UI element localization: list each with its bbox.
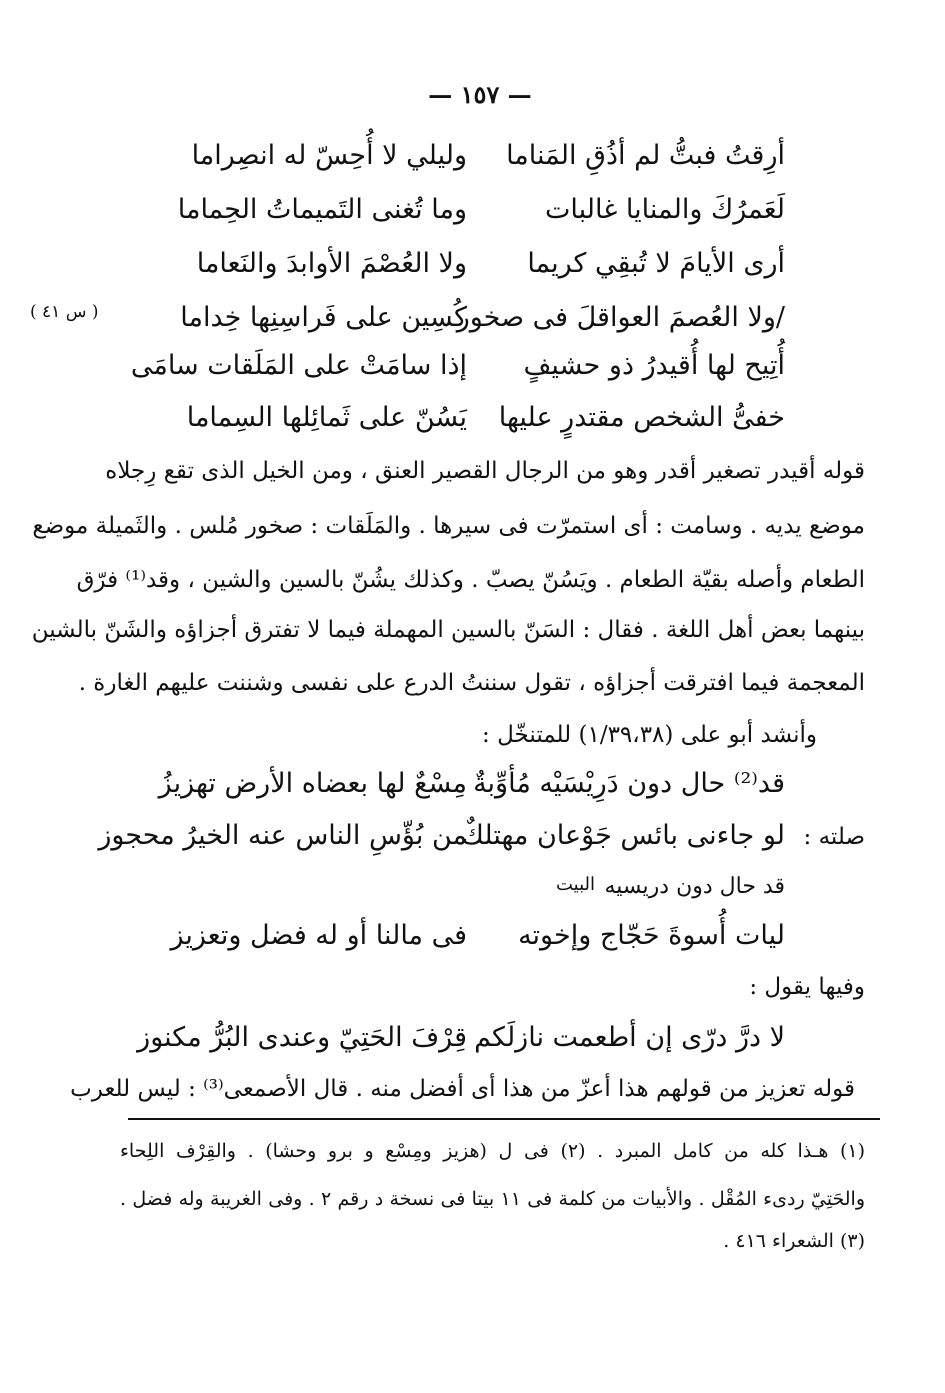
page-number: — ١٥٧ — (428, 80, 532, 109)
verse-second-hemistich: إذا سامَتْ على المَلَقات سامَى (130, 350, 467, 381)
refrain-tag: البيت (555, 874, 595, 895)
prose-line: بينهما بعض أهل اللغة . فقال : السَنّ بالسين المهملة فيما لا تفترق أجزاؤه والشَنّ بالشين (31, 617, 865, 643)
verse-second-hemistich: وما تُغنى التَميماتُ الحِماما (177, 194, 467, 225)
verse-first-hemistich: لو جاءنى بائس جَوْعان مهتلكٌ (461, 820, 785, 851)
verse-second-hemistich: مِسْعٌ لها بعضاه الأرض تهزيزُ (158, 768, 467, 799)
verse-second-hemistich: ولا العُصْمَ الأوابدَ والنَعاما (196, 248, 467, 279)
prose-line: قوله تعزيز من قولهم هذا أعزّ من هذا أى أفضل منه . قال الأصمعى⁽³⁾ : ليس للعرب (70, 1076, 855, 1102)
verse-first-hemistich: لا درَّ درّى إن أطعمت نازلَكم (474, 1022, 785, 1053)
margin-reference: ( س ٤١ ) (30, 302, 99, 322)
verse-first-hemistich: خفىُّ الشخص مقتدرٍ عليها (498, 402, 785, 433)
prose-line: موضع يديه . وسامت : أى استمرّت فى سيرها . والمَلَقات : صخور مُلس . والثَميلة موضع (32, 513, 865, 539)
citation-intro: وأنشد أبو على (١/٣٩،٣٨) للمتنخّل : (482, 722, 817, 748)
verse-first-hemistich: ليات أُسوةَ حَجّاج وإخوته (518, 920, 785, 951)
footnote-line: (١) هـذا كله من كامل المبرد . (٢) فى ل (هزيز ومِسْع و برو وحشا) . والقِرْف اللِحاء (120, 1140, 865, 1162)
verse-first-hemistich: قد⁽²⁾ حال دون دَرِيْسَيْه مُأوِّبةٌ (473, 768, 785, 799)
prose-line: الطعام وأصله بقيّة الطعام . ويَسُنّ يصبّ . وكذلك يشُنّ بالسين والشين ، وقد⁽¹⁾ فرّق (76, 567, 865, 593)
verse-second-hemistich: يَسُنّ على ثَمائِلها السِماما (186, 402, 467, 433)
prose-line: المعجمة فيما افترقت أجزاؤه ، تقول سننتُ الدرع على نفسى وشننت عليهم الغارة . (78, 670, 865, 696)
verse-second-hemistich: فى مالنا أو له فضل وتعزيز (170, 920, 467, 951)
verse-second-hemistich: كُسِين على فَراسِنِها خِداما (180, 302, 467, 333)
verse-first-hemistich: أرِقتُ فبتُّ لم أذُقِ المَناما (506, 140, 785, 171)
verse-second-hemistich: قِرْفَ الحَتِيّ وعندى البُرُّ مكنوز (137, 1022, 467, 1053)
wafiha-label: وفيها يقول : (749, 974, 865, 1000)
verse-first-hemistich: أرى الأيامَ لا تُبقِي كريما (527, 248, 785, 279)
prose-line: قوله أقيدر تصغير أقدر وهو من الرجال القصير العنق ، ومن الخيل الذى تقع رِجلاه (105, 458, 865, 484)
footnote-line: (٣) الشعراء ٤١٦ . (723, 1230, 865, 1252)
verse-first-hemistich: /ولا العُصمَ العواقلَ فى صخور (456, 302, 785, 333)
verse-first-hemistich: لَعَمرُكَ والمنايا غالبات (544, 194, 785, 225)
footnote-divider (128, 1118, 880, 1120)
refrain-line: قد حال دون دريسيه (604, 874, 785, 899)
verse-second-hemistich: من بُؤّسِ الناس عنه الخيرُ محجوز (98, 820, 467, 851)
footnote-line: والحَتِيّ ردىء المُقْل . والأبيات من كلمة فى ١١ بيتا فى نسخة د رقم ٢ . وفى الغريبة وله فضل . (120, 1188, 866, 1210)
sila-label: صلته : (803, 824, 865, 850)
verse-first-hemistich: أُتِيح لها أُقيدرُ ذو حشيفٍ (523, 350, 785, 381)
verse-second-hemistich: وليلي لا أُحِسّ له انصِراما (191, 140, 467, 171)
